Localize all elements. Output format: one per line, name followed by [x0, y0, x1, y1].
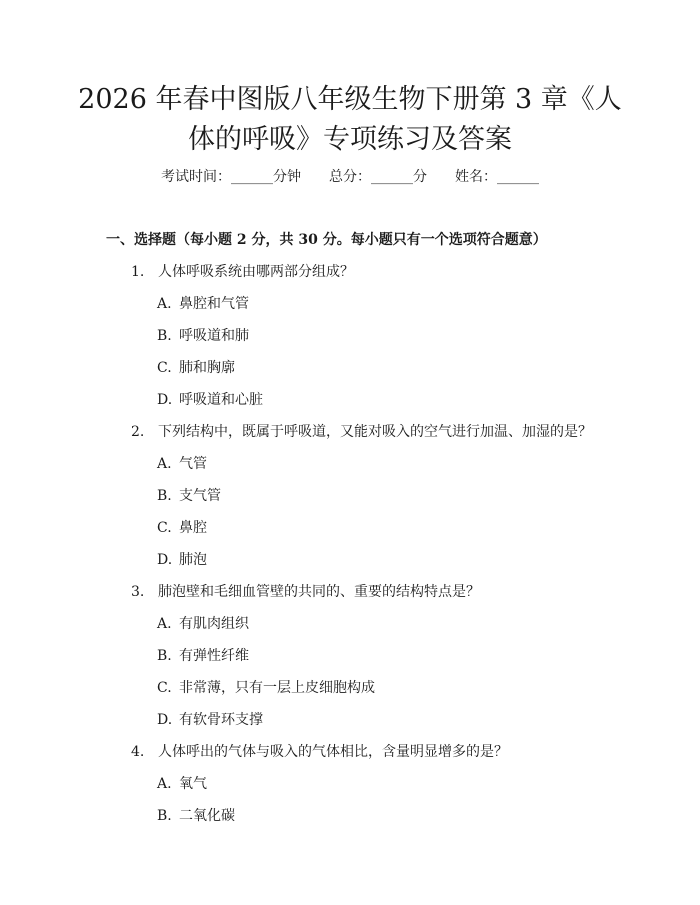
- title-line-2: 体的呼吸》专项练习及答案: [188, 124, 512, 155]
- question-3: [131, 581, 480, 603]
- question-text: 人体呼出的气体与吸入的气体相比，含量明显增多的是？: [158, 744, 508, 760]
- option-letter: B.: [157, 808, 172, 824]
- option-letter: C.: [157, 520, 172, 536]
- option-1b: [157, 325, 249, 347]
- question-text: 人体呼吸系统由哪两部分组成？: [158, 264, 354, 280]
- option-text: 有软骨环支撑: [179, 712, 263, 728]
- exam-score-field: 总分：______分: [329, 169, 427, 185]
- option-text: 气管: [179, 456, 207, 472]
- option-letter: A.: [157, 616, 172, 632]
- option-4a: [157, 773, 207, 795]
- option-3a: [157, 613, 249, 635]
- option-text: 二氧化碳: [179, 808, 235, 824]
- question-number: 4.: [131, 744, 145, 760]
- option-text: 有弹性纤维: [179, 648, 249, 664]
- section-heading: 一、选择题（每小题 2 分，共 30 分。每小题只有一个选项符合题意）: [106, 232, 547, 248]
- option-text: 肺和胸廓: [179, 360, 235, 376]
- option-text: 鼻腔和气管: [179, 296, 249, 312]
- option-2c: [157, 517, 207, 539]
- option-text: 鼻腔: [179, 520, 207, 536]
- option-letter: A.: [157, 296, 172, 312]
- option-3c: [157, 677, 375, 699]
- option-1c: [157, 357, 235, 379]
- question-number: 3.: [131, 584, 145, 600]
- option-1a: [157, 293, 249, 315]
- option-letter: D.: [157, 552, 173, 568]
- option-letter: C.: [157, 680, 172, 696]
- option-text: 肺泡: [179, 552, 207, 568]
- exam-time-field: 考试时间：______分钟: [161, 169, 301, 185]
- option-letter: B.: [157, 328, 172, 344]
- question-4: [131, 741, 508, 763]
- option-4b: [157, 805, 235, 827]
- option-text: 支气管: [179, 488, 221, 504]
- option-3d: [157, 709, 263, 731]
- option-letter: D.: [157, 392, 173, 408]
- question-text: 下列结构中，既属于呼吸道，又能对吸入的空气进行加温、加湿的是？: [158, 424, 592, 440]
- question-text: 肺泡壁和毛细血管壁的共同的、重要的结构特点是？: [158, 584, 480, 600]
- option-text: 氧气: [179, 776, 207, 792]
- option-2d: [157, 549, 207, 571]
- question-number: 2.: [131, 424, 145, 440]
- option-letter: D.: [157, 712, 173, 728]
- option-letter: A.: [157, 776, 172, 792]
- option-text: 有肌肉组织: [179, 616, 249, 632]
- document-title: [70, 80, 630, 160]
- option-text: 呼吸道和心脏: [179, 392, 263, 408]
- exam-name-field: 姓名：______: [455, 169, 539, 185]
- option-3b: [157, 645, 249, 667]
- option-2b: [157, 485, 221, 507]
- question-number: 1.: [131, 264, 145, 280]
- option-text: 非常薄，只有一层上皮细胞构成: [179, 680, 375, 696]
- question-2: [131, 421, 592, 443]
- option-2a: [157, 453, 207, 475]
- option-letter: C.: [157, 360, 172, 376]
- option-text: 呼吸道和肺: [179, 328, 249, 344]
- exam-info: [0, 166, 700, 188]
- option-letter: B.: [157, 488, 172, 504]
- option-letter: A.: [157, 456, 172, 472]
- question-1: [131, 261, 354, 283]
- option-letter: B.: [157, 648, 172, 664]
- title-line-1: 2026 年春中图版八年级生物下册第 3 章《人: [78, 84, 622, 115]
- option-1d: [157, 389, 263, 411]
